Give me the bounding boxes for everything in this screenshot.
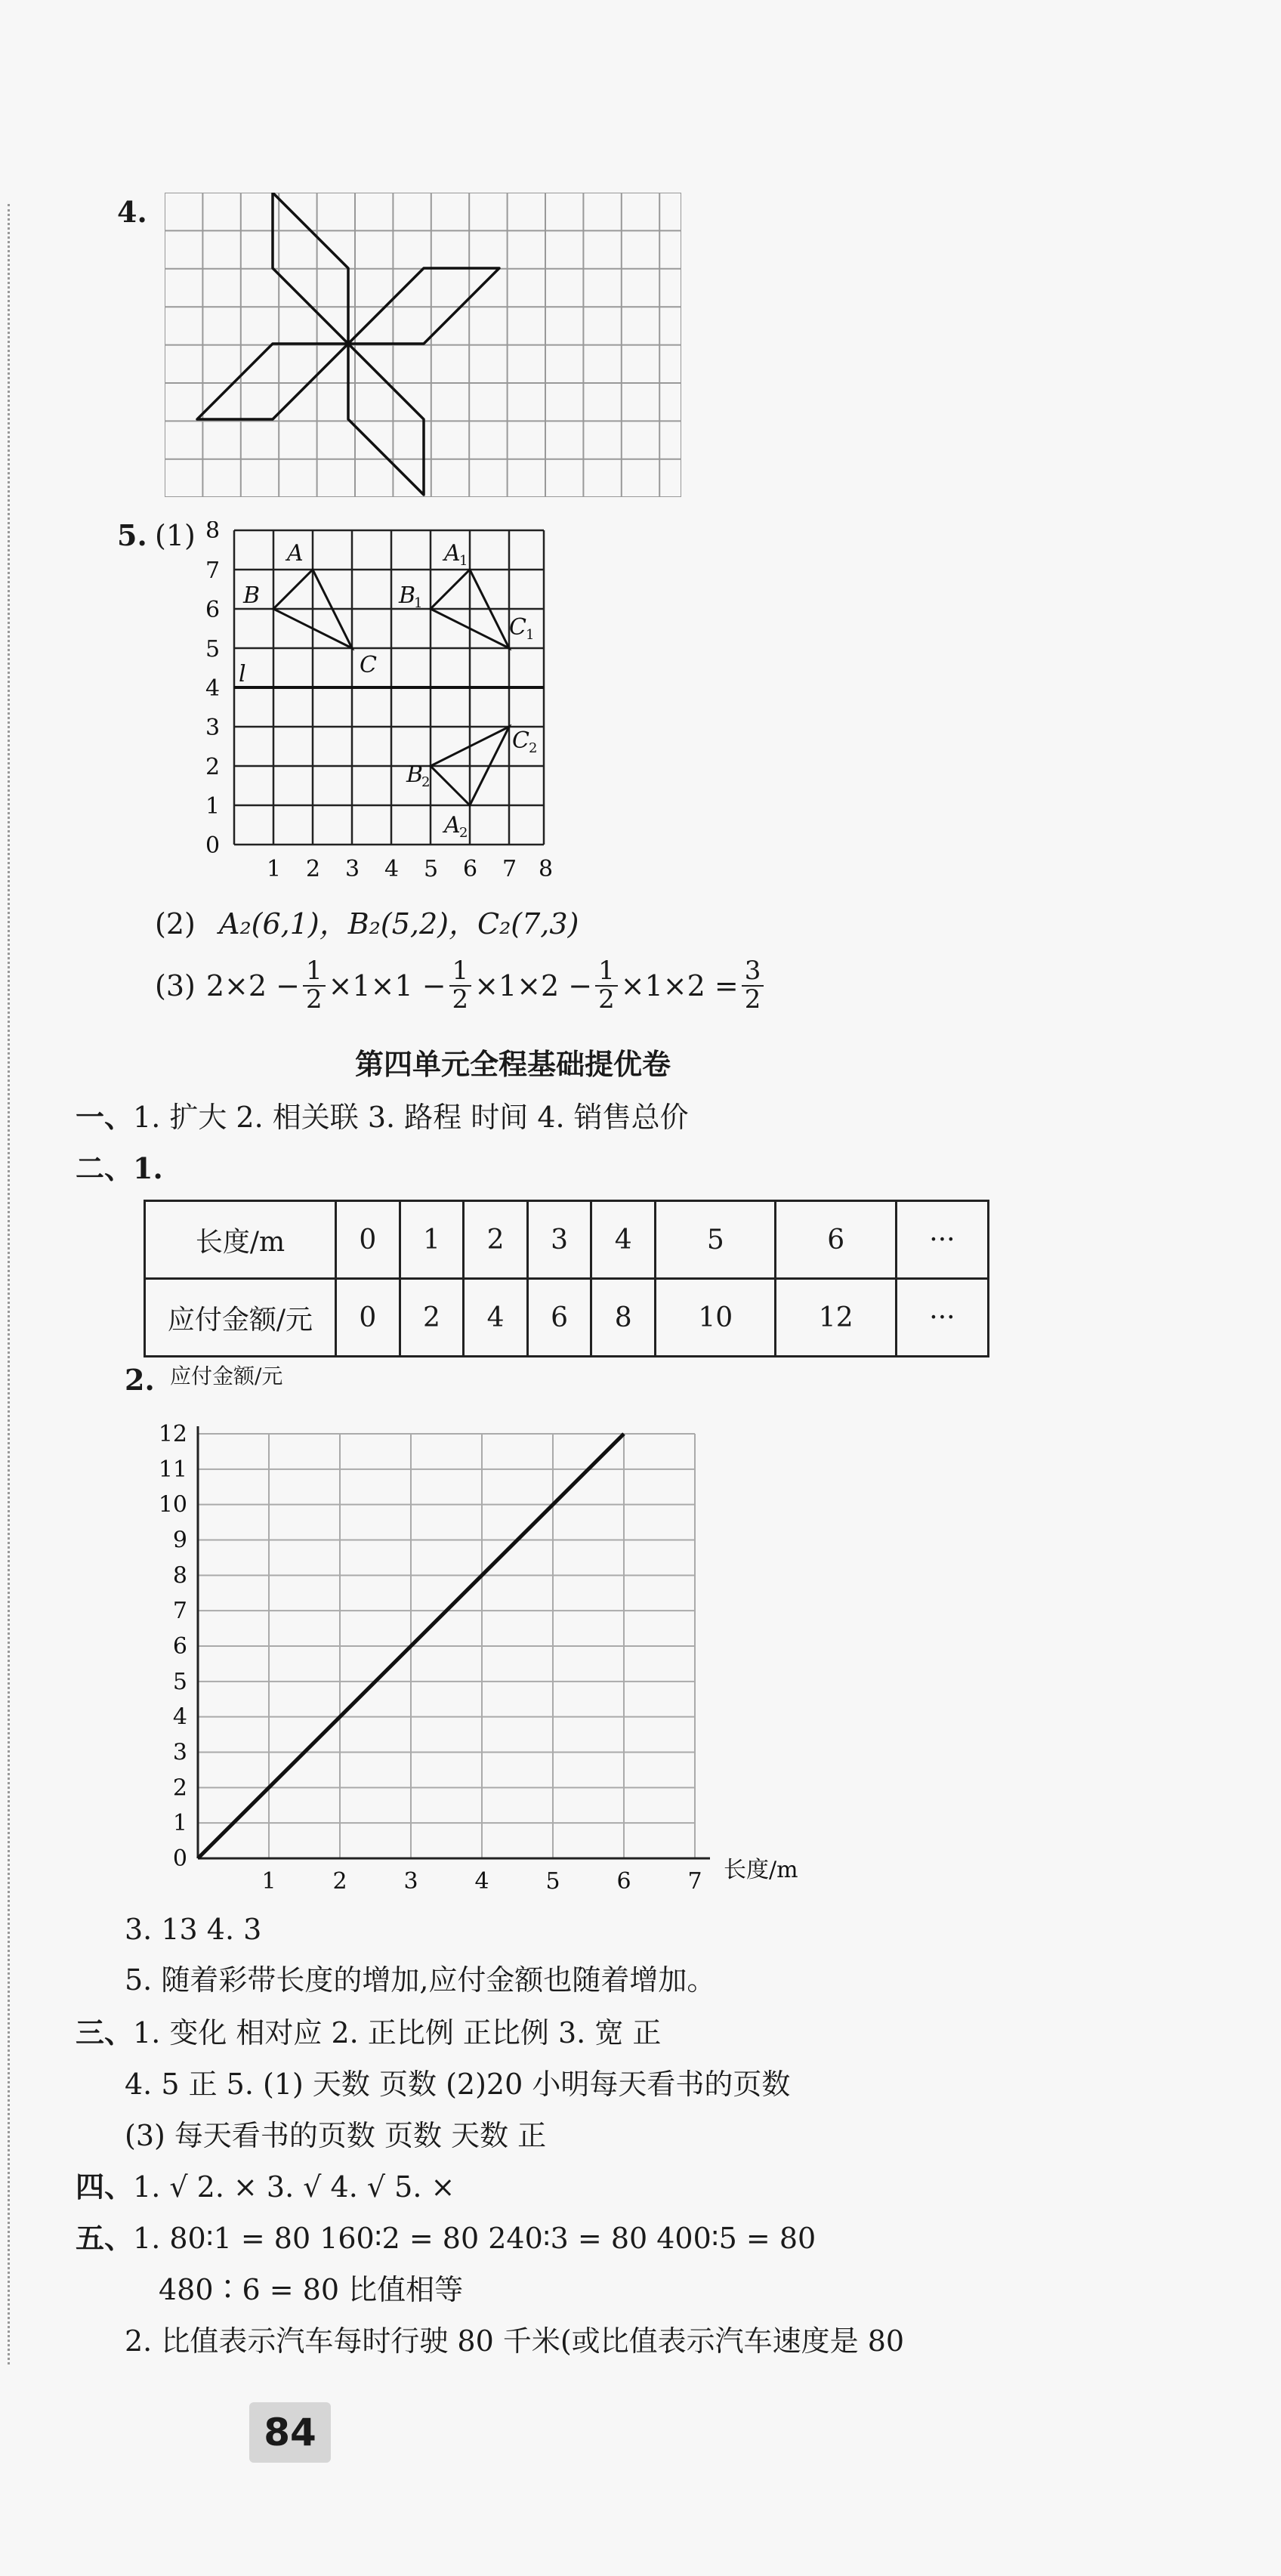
part3-row1 bbox=[76, 2015, 662, 2049]
part3-line3: (3) 每天看书的页数 页数 天数 正 bbox=[125, 2119, 547, 2152]
expr-term2: ×1×2 − bbox=[474, 968, 593, 1002]
y-tick-label: 1 bbox=[172, 1810, 187, 1837]
chart-ylabel: 应付金额/元 bbox=[170, 1364, 283, 1388]
y-tick: 3 bbox=[205, 715, 221, 741]
y-tick-label: 8 bbox=[172, 1562, 187, 1589]
q5-part2-label: (2) bbox=[155, 907, 196, 941]
subscript: 2 bbox=[529, 740, 538, 756]
table-cell: 0 bbox=[336, 1279, 400, 1357]
page-number: 84 bbox=[249, 2402, 331, 2463]
y-tick: 2 bbox=[205, 754, 221, 780]
q5-part1-label: (1) bbox=[155, 519, 196, 552]
table-cell: 2 bbox=[400, 1279, 464, 1357]
y-tick: 1 bbox=[205, 793, 221, 820]
table-cell: 6 bbox=[527, 1279, 591, 1357]
fraction-half: $\frac{1}{2}$ bbox=[303, 958, 326, 1013]
table-header-cell: 长度/m bbox=[145, 1201, 336, 1279]
x-tick: 5 bbox=[424, 856, 439, 882]
x-tick-label: 4 bbox=[474, 1868, 489, 1895]
x-tick: 4 bbox=[384, 856, 400, 882]
y-tick: 4 bbox=[205, 675, 221, 702]
part4-row bbox=[76, 2170, 455, 2204]
expr-start: 2×2 − bbox=[205, 968, 300, 1002]
point-c1-label: C bbox=[509, 614, 526, 641]
x-tick-label: 2 bbox=[332, 1868, 347, 1895]
table-header-cell: 应付金额/元 bbox=[145, 1279, 336, 1357]
y-tick-label: 11 bbox=[158, 1456, 187, 1483]
part2-marker: 二、 bbox=[76, 1151, 134, 1185]
table-cell: 0 bbox=[336, 1201, 400, 1279]
subscript: 1 bbox=[459, 553, 468, 569]
y-tick: 0 bbox=[205, 832, 221, 859]
table-cell: 1 bbox=[400, 1201, 464, 1279]
chart-xlabel: 长度/m bbox=[724, 1857, 798, 1883]
q4-pinwheel-figure bbox=[165, 193, 681, 497]
x-tick-label: 7 bbox=[687, 1868, 702, 1895]
subscript: 2 bbox=[459, 825, 468, 841]
table-cell: 5 bbox=[656, 1201, 776, 1279]
table-row bbox=[145, 1201, 989, 1279]
q5-part3-label: (3) bbox=[155, 968, 196, 1002]
x-tick-label: 6 bbox=[616, 1868, 631, 1895]
part2-q5: 5. 随着彩带长度的增加,应付金额也随着增加。 bbox=[125, 1963, 716, 1997]
fraction-answer: $\frac{3}{2}$ bbox=[742, 958, 764, 1013]
x-tick-label: 1 bbox=[261, 1868, 276, 1895]
x-tick: 2 bbox=[306, 856, 321, 882]
section-title: 第四单元全程基础提优卷 bbox=[355, 1047, 671, 1081]
rhombus-right bbox=[348, 268, 499, 344]
part5-line3: 2. 比值表示汽车每时行驶 80 千米(或比值表示汽车速度是 80 bbox=[125, 2324, 905, 2358]
part1-marker: 一、 bbox=[76, 1100, 134, 1134]
subscript: 1 bbox=[526, 627, 535, 643]
x-tick: 3 bbox=[345, 856, 360, 882]
table-cell: 12 bbox=[776, 1279, 896, 1357]
part5-row1 bbox=[76, 2221, 816, 2255]
y-tick-label: 10 bbox=[158, 1491, 187, 1518]
table-cell: 4 bbox=[591, 1201, 656, 1279]
point-b-label: B bbox=[243, 582, 261, 609]
part3-line1: 1. 变化 相对应 2. 正比例 正比例 3. 宽 正 bbox=[133, 2016, 662, 2049]
line-l-label: l bbox=[239, 661, 246, 687]
y-tick: 5 bbox=[205, 636, 221, 663]
table-cell: 10 bbox=[656, 1279, 776, 1357]
q5-label: 5. bbox=[117, 518, 147, 552]
fraction-half: $\frac{1}{2}$ bbox=[595, 958, 618, 1013]
y-tick-label: 12 bbox=[158, 1421, 187, 1447]
rhombus-down bbox=[348, 344, 424, 495]
subscript: 2 bbox=[421, 774, 431, 790]
y-tick-label: 0 bbox=[172, 1846, 187, 1872]
y-tick: 8 bbox=[205, 521, 221, 544]
q4-label: 4. bbox=[117, 195, 147, 229]
part5-marker: 五、 bbox=[76, 2221, 134, 2255]
part4-marker: 四、 bbox=[76, 2170, 134, 2204]
expr-term3: ×1×2 = bbox=[620, 968, 739, 1002]
y-tick-label: 5 bbox=[172, 1668, 187, 1695]
part5-line1: 1. 80∶1 = 80 160∶2 = 80 240∶3 = 80 400∶5 = 80 bbox=[133, 2222, 816, 2255]
point-c2-label: C bbox=[512, 727, 529, 754]
point-a2-label: A bbox=[444, 812, 461, 839]
x-tick: 6 bbox=[463, 856, 478, 882]
x-tick: 1 bbox=[267, 856, 282, 882]
point-a1-label: A bbox=[444, 540, 461, 567]
point-a-label: A bbox=[287, 540, 304, 567]
part2-q3-q4: 3. 13 4. 3 bbox=[125, 1913, 262, 1946]
part1-row bbox=[76, 1100, 689, 1134]
point-b2-label: B bbox=[406, 761, 424, 788]
table-cell: 2 bbox=[464, 1201, 528, 1279]
length-price-chart bbox=[136, 1405, 846, 1904]
y-tick-label: 4 bbox=[172, 1703, 187, 1731]
table-cell: ··· bbox=[896, 1279, 988, 1357]
q5-part2-answer: A₂(6,1)，B₂(5,2)，C₂(7,3) bbox=[219, 907, 579, 941]
table-cell: ··· bbox=[896, 1201, 988, 1279]
table-row bbox=[145, 1279, 989, 1357]
x-tick-label: 5 bbox=[545, 1868, 560, 1895]
x-tick: 7 bbox=[502, 856, 517, 882]
part1-answers: 1. 扩大 2. 相关联 3. 路程 时间 4. 销售总价 bbox=[133, 1101, 689, 1134]
y-tick-label: 6 bbox=[172, 1633, 187, 1660]
table-cell: 6 bbox=[776, 1201, 896, 1279]
table-cell: 3 bbox=[527, 1201, 591, 1279]
part2-row bbox=[76, 1151, 163, 1185]
fraction-half: $\frac{1}{2}$ bbox=[449, 958, 472, 1013]
length-price-table bbox=[144, 1200, 989, 1357]
y-tick-label: 2 bbox=[172, 1774, 187, 1802]
point-b1-label: B bbox=[399, 582, 416, 609]
table-cell: 8 bbox=[591, 1279, 656, 1357]
y-tick: 7 bbox=[205, 558, 221, 584]
part3-marker: 三、 bbox=[76, 2015, 134, 2049]
y-tick-label: 3 bbox=[172, 1739, 187, 1766]
part2-q1-label: 1. bbox=[133, 1151, 163, 1185]
subscript: 1 bbox=[414, 595, 423, 611]
part3-line2: 4. 5 正 5. (1) 天数 页数 (2)20 小明每天看书的页数 bbox=[125, 2068, 791, 2101]
part4-answers: 1. √ 2. × 3. √ 4. √ 5. × bbox=[133, 2170, 455, 2204]
y-tick-label: 7 bbox=[172, 1598, 187, 1625]
y-tick-label: 9 bbox=[172, 1527, 187, 1554]
x-tick-label: 3 bbox=[403, 1868, 418, 1895]
table-cell: 4 bbox=[464, 1279, 528, 1357]
part2-q2-label: 2. bbox=[125, 1363, 155, 1397]
part5-line2: 480∶6 = 80 比值相等 bbox=[159, 2273, 464, 2306]
x-tick: 8 bbox=[539, 856, 554, 882]
margin-dotted-line bbox=[8, 204, 10, 2364]
expr-term1: ×1×1 − bbox=[328, 968, 446, 1002]
rhombus-left bbox=[197, 344, 348, 419]
q5-part3 bbox=[155, 958, 767, 1013]
point-c-label: C bbox=[360, 652, 377, 678]
q5-coordinate-grid bbox=[189, 521, 582, 884]
y-tick: 6 bbox=[205, 597, 221, 623]
